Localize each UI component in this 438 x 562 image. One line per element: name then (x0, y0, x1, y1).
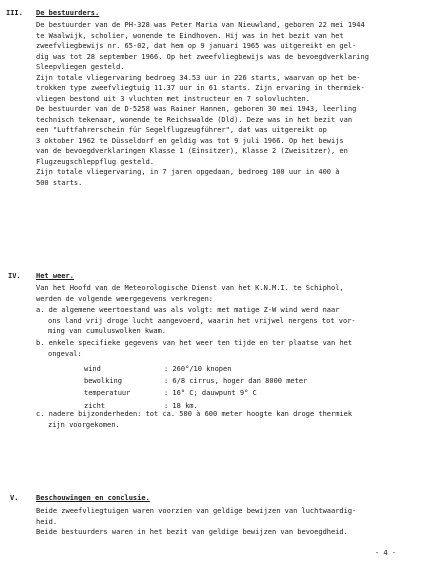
text-line (36, 338, 431, 349)
text-line (36, 409, 431, 420)
text-line: De bestuurder van de D-5258 was Rainer Hannen, geboren 30 mei 1943, leerling (36, 105, 357, 113)
text-line: ming van cumuluswolken kwam. (48, 327, 167, 335)
weather-value: : 16° C; dauwpunt 9° C (164, 389, 257, 397)
text-line: Flugzeugschleppflug gesteld. (36, 157, 155, 166)
section-iii-title-text: De bestuurders. (36, 9, 100, 17)
text-line: Van het Hoofd van de Meteorologische Dienst van het K.N.M.I. te Schiphol, (36, 284, 344, 292)
weather-row (36, 376, 431, 388)
text-line (36, 305, 431, 316)
text-line: 500 starts. (36, 178, 83, 187)
item-text: nadere bijzonderheden: tot ca. 500 à 600 meter hoogte kan droge thermiek (48, 410, 353, 418)
section-iv-intro (36, 283, 431, 304)
item-text: de algemene weertoestand was als volgt: met matige Z-W wind werd naar (48, 306, 340, 314)
section-v-number: V. (10, 494, 19, 502)
text-line: zijn voorgekomen. (48, 420, 120, 429)
section-v-body (36, 506, 431, 538)
text-line: ongeval: (48, 349, 82, 358)
weather-item-a (36, 305, 431, 337)
weather-label: wind (84, 365, 101, 373)
text-line: werden de volgende weergegevens verkregen: (36, 294, 214, 303)
weather-value: : 6/8 cirrus, hoger dan 8000 meter (164, 377, 308, 385)
text-line: dig was tot 28 september 1966. Op het zweefvliegbewijs was de bevoegdverklaring (36, 52, 369, 61)
section-v-title (36, 493, 431, 504)
text-line: ons land vrij droge lucht aangevoerd, waarin het vrijwel nergens tot vor- (48, 316, 356, 325)
weather-row (36, 388, 431, 400)
weather-value: : 18 km. (164, 402, 198, 410)
section-iii-body (36, 20, 431, 188)
item-marker: c. (36, 410, 45, 418)
text-line: een "Luftfahrerschein für Segelflugzeugführer", dat was uitgereikt op (36, 126, 327, 134)
text-line: zweefvliegbewijs nr. 65-02, dat hem op 9 januari 1965 was uitgereikt en gel- (36, 42, 357, 50)
text-line: 3 oktober 1962 te Düsseldorf en geldig was tot 9 juli 1966. Op het bewijs (36, 136, 344, 145)
section-iii-title (36, 8, 431, 19)
text-line: te Waalwijk, scholier, wonende te Eindhoven. Hij was in het bezit van het (36, 31, 344, 40)
item-marker: a. (36, 306, 45, 314)
weather-label: zicht (84, 402, 106, 410)
section-iv-title (36, 271, 431, 282)
text-line: technisch tekenaar, wonende te Reichswalde (Dld). Deze was in het bezit van (36, 115, 353, 124)
text-line: van de bevoegdverklaringen Klasse 1 (Einsitzer), Klasse 2 (Zweisitzer), en (36, 147, 348, 155)
text-line: De bestuurder van de PH-328 was Peter Maria van Nieuwland, geboren 22 mei 1944 (36, 21, 365, 29)
page-number: - 4 - (374, 549, 396, 557)
text-line: Beide zweefvliegtuigen waren voorzien van geldige bewijzen van luchtwaardig- (36, 507, 357, 515)
text-line: Zijn totale vliegervaring bedroeg 34.53 uur in 226 starts, waarvan op het be- (36, 73, 361, 82)
item-marker: b. (36, 339, 45, 347)
text-line: trokken type zweefvliegtuig 11.37 uur in 61 starts. Zijn ervaring in thermiek- (36, 84, 365, 92)
section-iv-title-text: Het weer. (36, 272, 74, 280)
text-line: vliegen bestond uit 3 vluchten met instructeur en 7 solovluchten. (36, 94, 310, 103)
weather-label: bewolking (84, 377, 122, 385)
section-iv-number: IV. (8, 272, 21, 280)
text-line: Beide bestuurders waren in het bezit van geldige bewijzen van bevoegdheid. (36, 528, 348, 536)
section-iii-number: III. (6, 9, 23, 17)
weather-row (36, 364, 431, 376)
weather-label: temperatuur (84, 389, 131, 397)
text-line: heid. (36, 517, 58, 526)
text-line: Sleepvliegen gesteld. (36, 63, 125, 71)
weather-value: : 260°/10 knopen (164, 365, 232, 373)
weather-item-c (36, 409, 431, 430)
weather-item-b (36, 338, 431, 359)
section-v-title-text: Beschouwingen en conclusie. (36, 494, 150, 502)
item-text: enkele specifieke gegevens van het weer ten tijde en ter plaatse van het (48, 339, 353, 347)
text-line: Zijn totale vliegervaring, in 7 jaren opgedaan, bedroeg 100 uur in 400 à (36, 168, 340, 176)
